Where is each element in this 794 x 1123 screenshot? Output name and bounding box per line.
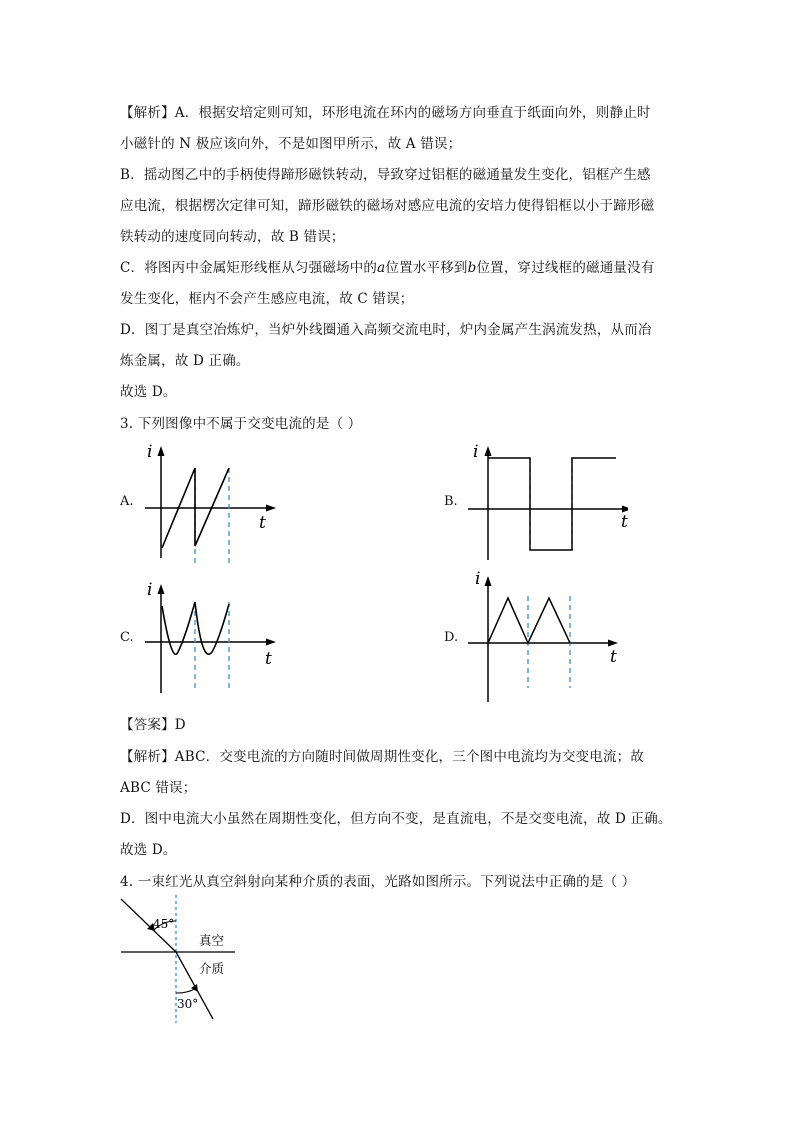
graph-b-axis-i: i	[473, 442, 479, 462]
medium-label: 介质	[199, 961, 225, 976]
option-b-label: B.	[444, 494, 458, 509]
option-c-label: C.	[120, 630, 134, 645]
question-3-stem: 3. 下列图像中不属于交变电流的是（ ）	[120, 416, 362, 432]
angle-30-label: 30°	[177, 997, 199, 1011]
angle-45-label: 45°	[153, 917, 175, 931]
analysis-line-4: 应电流，根据楞次定律可知，蹄形磁铁的磁场对感应电流的安培力使得铝框以小于蹄形磁	[120, 198, 655, 214]
answer-analysis-line-4: 故选 D。	[120, 842, 177, 858]
graph-c-axis-t: t	[265, 649, 272, 669]
answer-analysis-line-2: ABC 错误；	[120, 780, 197, 796]
graph-c-wave	[140, 570, 280, 695]
analysis-line-2: 小磁针的 N 极应该向外，不是如图甲所示，故 A 错误；	[120, 136, 462, 152]
analysis-line-6-part-2: 位置水平移到	[385, 260, 468, 276]
option-d-label: D.	[444, 630, 459, 645]
graph-a-axis-i: i	[147, 442, 153, 462]
analysis-line-6-part-3: 位置，穿过线框的磁通量没有	[476, 260, 655, 276]
analysis-line-8: D．图丁是真空冶炼炉，当炉外线圈通入高频交流电时，炉内金属产生涡流发热，从而冶	[120, 322, 652, 338]
answer-analysis-line-1: 【解析】ABC．交变电流的方向随时间做周期性变化，三个图中电流均为交变电流；故	[120, 749, 645, 765]
graph-c-axis-i: i	[147, 580, 153, 600]
graph-d-axis-i: i	[475, 570, 481, 589]
analysis-line-9: 炼金属，故 D 正确。	[120, 353, 250, 369]
answer-analysis-line-3: D．图中电流大小虽然在周期性变化，但方向不变，是直流电，不是交变电流，故 D 正确。	[120, 811, 672, 827]
analysis-line-10: 故选 D。	[120, 384, 177, 400]
option-a-label: A.	[120, 494, 134, 509]
analysis-line-1: 【解析】A．根据安培定则可知，环形电流在环内的磁场方向垂直于纸面向外，则静止时	[120, 105, 651, 121]
analysis-line-3: B．摇动图乙中的手柄使得蹄形磁铁转动，导致穿过铝框的磁通量发生变化，铝框产生感	[120, 167, 651, 183]
graph-a-axis-t: t	[259, 513, 266, 533]
graph-d-axis-t: t	[610, 647, 617, 667]
graph-d-triangle-wave	[458, 570, 628, 705]
analysis-line-5: 铁转动的速度同向转动，故 B 错误；	[120, 229, 345, 245]
graph-b-square-wave	[458, 438, 628, 563]
graph-b-axis-t: t	[621, 512, 628, 532]
answer-line: 【答案】D	[120, 717, 186, 733]
question-4-stem: 4. 一束红光从真空斜射向某种介质的表面，光路如图所示。下列说法中正确的是（ ）	[120, 874, 636, 890]
graph-a-sawtooth	[140, 438, 280, 563]
vacuum-label: 真空	[199, 933, 225, 948]
analysis-line-7: 发生变化，框内不会产生感应电流，故 C 错误；	[120, 291, 414, 307]
analysis-line-6-part-1: C．将图丙中金属矩形线框从匀强磁场中的	[120, 260, 378, 276]
position-b-symbol: b	[467, 260, 477, 276]
analysis-line-6	[120, 259, 655, 277]
position-a-symbol: a	[377, 260, 386, 276]
refraction-diagram	[115, 893, 245, 1025]
